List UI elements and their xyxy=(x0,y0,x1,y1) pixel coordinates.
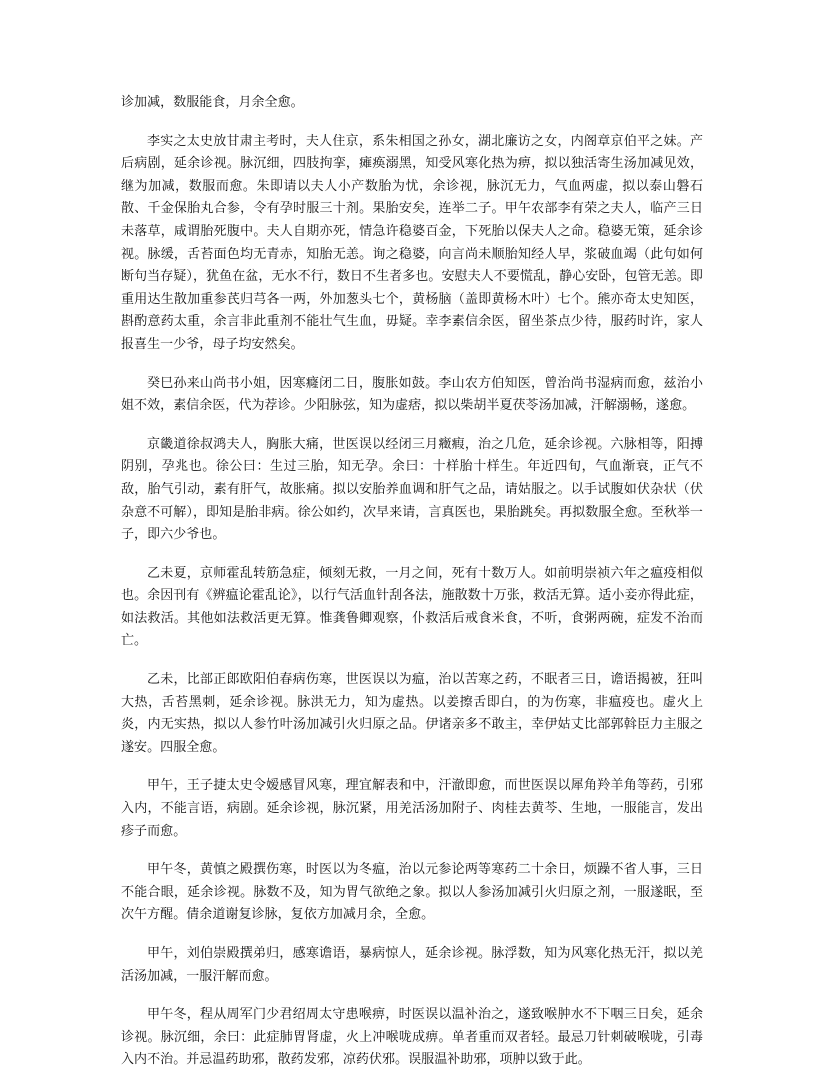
paragraph-7: 甲午，王子捷太史令嫒感冒风寒，理宜解表和中，汗澈即愈，而世医误以犀角羚羊角等药，引邪入内，不能言语，病剧。延余诊视，脉沉紧，用羌活汤加附子、肉桂去黄芩、生地，一服能言，发出疹子而愈。 xyxy=(121,778,703,839)
paragraph-3: 癸巳孙来山尚书小姐，因寒癃闭二日，腹胀如鼓。李山农方伯知医，曾治尚书湿病而愈，兹治小姐不效，素信余医，代为荐诊。少阳脉弦，知为虚痞，拟以柴胡半夏茯苓汤加减，汗解溺畅，遂愈。 xyxy=(121,375,703,414)
document-page xyxy=(121,92,703,1072)
paragraph-2: 李实之太史放甘肃主考时，夫人住京，系朱相国之孙女，湖北廉访之女，内阁章京伯平之妹。产后病剧，延余诊视。脉沉细，四肢拘挛，瘫痪溺黑，知受风寒化热为痹，拟以独活寄生汤加减见效，继为加减，数服而愈。朱即请以夫人小产数胎为忧，余诊视，脉沉无力，气血两虚，拟以泰山磐石散、千金保胎丸合参，令有孕时服三十剂。果胎安矣，连举二子。甲午农部李有荣之夫人，临产三日未落草，咸谓胎死腹中。夫人自期亦死，情急许稳婆百金，下死胎以保夫人之命。稳婆无策，延余诊视。脉缓，舌苔面色均无青赤，知胎无恙。询之稳婆，向言尚未顺胎知经人早，浆破血竭（此句如何断句当存疑），犹鱼在盆，无水不行，数日不生者多也。安慰夫人不要慌乱，静心安卧，包管无恙。即重用达生散加重参芪归芎各一两，外加葱头七个，黄杨脑（盖即黄杨木叶）七个。熊亦奇太史知医，斟酌意药太重，余言非此重剂不能壮气生血，毋疑。幸李素信余医，留坐茶点少待，服药时许，家人报喜生一少爷，母子均安然矣。 xyxy=(121,133,703,352)
paragraph-8: 甲午冬，黄慎之殿撰伤寒，时医以为冬瘟，治以元参论两等寒药二十余日，烦躁不省人事，三日不能合眼，延余诊视。脉数不及，知为胃气欲绝之象。拟以人参汤加减引火归原之剂，一服遂眠，至次午方醒。倩余道谢复诊脉，复依方加减月余，全愈。 xyxy=(121,862,703,923)
paragraph-6: 乙未，比部正郎欧阳伯春病伤寒，世医误以为瘟，治以苦寒之药，不眠者三日，谵语揭被，狂叫大热，舌苔黑刺，延余诊视。脉洪无力，知为虚热。以姜擦舌即白，的为伤寒，非瘟疫也。虚火上炎，内无实热，拟以人参竹叶汤加减引火归原之品。伊诸亲多不敢主，幸伊姑丈比部郭斡臣力主服之遂安。四服全愈。 xyxy=(121,672,703,755)
paragraph-9: 甲午，刘伯崇殿撰弟归，感寒谵语，暴病惊人，延余诊视。脉浮数，知为风寒化热无汗，拟以羌活汤加减，一服汗解而愈。 xyxy=(121,946,703,984)
paragraph-10: 甲午冬，程从周军门少君绍周太守患喉痹，时医误以温补治之，遂致喉肿水不下咽三日矣，延余诊视。脉沉细，余曰：此症肺胃肾虚，火上冲喉咙成痹。单者重而双者轻。最忌刀针刺破喉咙，引毒入内不治。并忌温药助邪，散药发邪，凉药伏邪。误服温补助邪，项肿以致于此。 xyxy=(121,1007,703,1068)
paragraph-4: 京畿道徐叔鸿夫人，胸胀大痛，世医误以经闭三月癥瘕，治之几危，延余诊视。六脉相等，阳搏阴别，孕兆也。徐公曰：生过三胎，知无孕。余曰：十样胎十样生。年近四旬，气血渐衰，正气不敌，胎气引动，素有肝气，故胀痛。拟以安胎养血调和肝气之品，请姑服之。以手试腹如伏杂状（伏杂意不可解），即知是胎非病。徐公如约，次早来请，言真医也，果胎跳矣。再拟数服全愈。至秋举一子，即六少爷也。 xyxy=(121,436,703,543)
paragraph-5: 乙未夏，京师霍乱转筋急症，倾刻无救，一月之间，死有十数万人。如前明崇祯六年之瘟疫相似也。余因刊有《辨瘟论霍乱论》，以行气活血针刮各法，施散数十万张，救活无算。适小妾亦得此症，如法救活。其他如法救活更无算。惟龚鲁卿观察，仆救活后戒食米食，不听，食粥两碗，症发不治而亡。 xyxy=(121,565,703,649)
paragraph-1: 诊加减，数服能食，月余全愈。 xyxy=(121,95,304,110)
